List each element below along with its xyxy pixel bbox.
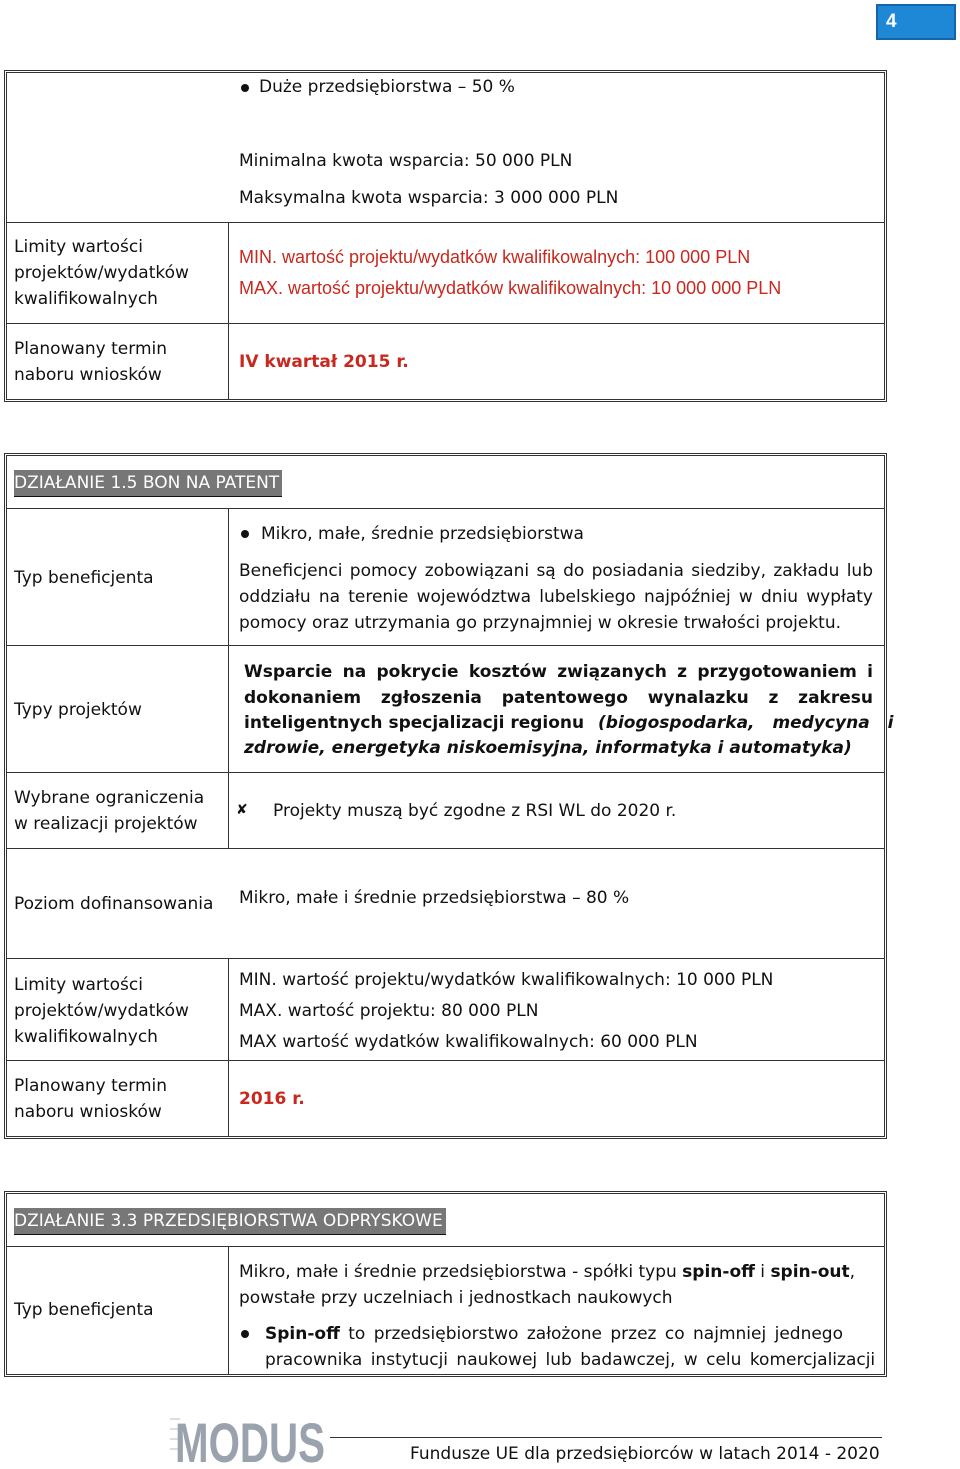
divider — [7, 508, 884, 509]
project-types-line: dokonaniem zgłoszenia patentowego wynalazku z zakresu — [244, 688, 873, 708]
support-max: Maksymalna kwota wsparcia: 3 000 000 PLN — [239, 188, 619, 208]
project-types-line: inteligentnych specjalizacji regionu — [244, 713, 585, 733]
spin-off-text: to przedsiębiorstwo założone przez co najmniej jednego — [339, 1324, 843, 1344]
modus-logo-text: MODUS — [175, 1411, 325, 1469]
divider — [228, 958, 229, 1136]
term-label-line: Planowany termin — [14, 339, 167, 359]
cross-icon: ✘ — [236, 802, 248, 818]
bullet-icon — [241, 84, 249, 92]
beneficiary-text-line: oddziału na terenie województwa lubelskiego najpóźniej w dniu wypłaty — [239, 587, 873, 607]
spin-off-term: spin-off — [682, 1262, 755, 1282]
beneficiary-text-line: pomocy oraz utrzymania go przynajmniej w okresie trwałości projektu. — [239, 613, 842, 633]
spin-off-definition-line: pracownika instytucji naukowej lub badawczej, w celu komercjalizacji — [265, 1350, 876, 1370]
limits-label-line: kwalifikowalnych — [14, 1027, 158, 1047]
limits-label-line: projektów/wydatków — [14, 263, 189, 283]
divider — [7, 772, 884, 773]
bullet-icon — [241, 1330, 249, 1338]
restrictions-label-line: w realizacji projektów — [14, 814, 198, 834]
divider — [7, 848, 884, 849]
page-number: 4 — [886, 11, 897, 32]
spin-out-term: spin-out — [770, 1262, 850, 1282]
modus-logo-graphic — [170, 1411, 330, 1469]
comma: , — [849, 1262, 856, 1282]
limits-min: MIN. wartość projektu/wydatków kwalifikowalnych: 100 000 PLN — [239, 247, 751, 267]
term-label-line: naboru wniosków — [14, 1102, 162, 1122]
beneficiary-label: Typ beneficjenta — [14, 1300, 154, 1320]
footer-divider — [330, 1437, 882, 1438]
support-min: Minimalna kwota wsparcia: 50 000 PLN — [239, 151, 573, 171]
modus-logo — [170, 1411, 330, 1469]
limits-label-line: kwalifikowalnych — [14, 289, 158, 309]
divider — [7, 958, 884, 959]
divider — [7, 222, 884, 223]
beneficiary-line: powstałe przy uczelniach i jednostkach naukowych — [239, 1288, 673, 1308]
page-number-badge — [876, 4, 956, 40]
spin-off-definition — [265, 1321, 874, 1347]
beneficiary-text: Mikro, małe i średnie przedsiębiorstwa - spółki typu — [239, 1262, 683, 1282]
divider — [228, 222, 229, 399]
limits-value: MAX. wartość projektu: 80 000 PLN — [239, 1001, 539, 1021]
limits-value: MIN. wartość projektu/wydatków kwalifikowalnych: 10 000 PLN — [239, 970, 774, 990]
project-types-label: Typy projektów — [14, 700, 142, 720]
limits-label-line: Limity wartości — [14, 237, 143, 257]
restrictions-label-line: Wybrane ograniczenia — [14, 788, 205, 808]
spin-off-term: Spin-off — [265, 1324, 340, 1344]
cofinancing-label: Poziom dofinansowania — [14, 894, 214, 914]
large-enterprise-rate: Duże przedsiębiorstwa – 50 % — [259, 77, 515, 97]
divider — [228, 508, 229, 848]
conjunction: i — [754, 1262, 771, 1282]
project-types-line: (biogospodarka, medycyna i — [598, 713, 894, 733]
restrictions-value: Projekty muszą być zgodne z RSI WL do 2020 r. — [273, 801, 677, 821]
section-header: DZIAŁANIE 3.3 PRZEDSIĘBIORSTWA ODPRYSKOWE — [14, 1208, 446, 1235]
beneficiary-label: Typ beneficjenta — [14, 568, 154, 588]
bullet-icon — [241, 530, 249, 538]
project-types-line: zdrowie, energetyka niskoemisyjna, informatyka i automatyka) — [244, 738, 852, 758]
limits-label-line: projektów/wydatków — [14, 1001, 189, 1021]
term-value: 2016 r. — [239, 1089, 305, 1109]
limits-label-line: Limity wartości — [14, 975, 143, 995]
section-header: DZIAŁANIE 1.5 BON NA PATENT — [14, 470, 282, 497]
term-label-line: Planowany termin — [14, 1076, 167, 1096]
divider — [7, 323, 884, 324]
beneficiary-text-line: Beneficjenci pomocy zobowiązani są do posiadania siedziby, zakładu lub — [239, 561, 873, 581]
term-value: IV kwartał 2015 r. — [239, 352, 409, 372]
beneficiary-bullet: Mikro, małe, średnie przedsiębiorstwa — [261, 524, 584, 544]
limits-value: MAX wartość wydatków kwalifikowalnych: 60 000 PLN — [239, 1032, 698, 1052]
divider — [7, 645, 884, 646]
footer-text: Fundusze UE dla przedsiębiorców w latach 2014 - 2020 — [410, 1444, 880, 1464]
limits-max: MAX. wartość projektu/wydatków kwalifikowalnych: 10 000 000 PLN — [239, 278, 782, 298]
divider — [7, 1246, 884, 1247]
beneficiary-line — [239, 1259, 855, 1285]
project-types-line: Wsparcie na pokrycie kosztów związanych z przygotowaniem i — [244, 662, 873, 682]
term-label-line: naboru wniosków — [14, 365, 162, 385]
divider — [228, 1246, 229, 1374]
cofinancing-value: Mikro, małe i średnie przedsiębiorstwa – 80 % — [239, 888, 630, 908]
divider — [7, 1060, 884, 1061]
